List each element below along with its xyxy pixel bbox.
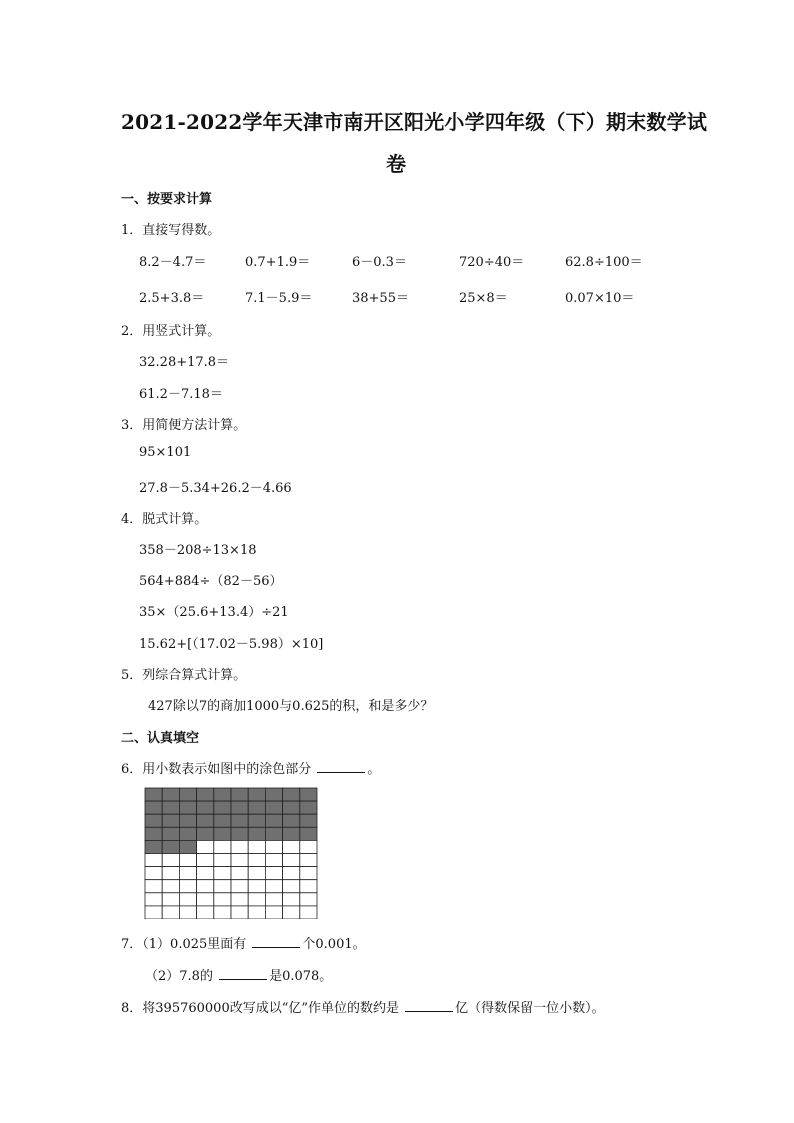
q1-item: 0.07×10＝ [565, 291, 635, 306]
grid-cell-shaded [300, 814, 317, 827]
q1-item: 8.2－4.7＝ [139, 255, 207, 270]
q2-item: 61.2－7.18＝ [139, 387, 223, 402]
question-6 [121, 758, 380, 777]
grid-cell [248, 893, 265, 906]
grid-cell [231, 880, 248, 893]
grid-cell [162, 880, 179, 893]
q7-part1-a: 7．（1）0.025里面有 [121, 937, 247, 952]
grid-cell [197, 880, 214, 893]
grid-cell [231, 840, 248, 853]
question-5-text: 427除以7的商加1000与0.625的积，和是多少？ [148, 699, 434, 714]
grid-cell [231, 893, 248, 906]
grid-cell [300, 854, 317, 867]
q4-item: 358－208÷13×18 [139, 543, 257, 558]
q1-item: 25×8＝ [459, 291, 508, 306]
grid-cell [283, 906, 300, 919]
grid-cell [162, 893, 179, 906]
grid-cell-shaded [248, 788, 265, 801]
grid-cell [265, 854, 282, 867]
grid-cell-shaded [179, 827, 196, 840]
q4-item: 564+884÷（82－56） [139, 574, 283, 589]
q7-part2-b: 是0.078。 [269, 969, 333, 984]
question-7-part1 [121, 933, 366, 952]
q1-item: 6－0.3＝ [352, 255, 407, 270]
grid-cell-shaded [214, 801, 231, 814]
grid-cell [179, 880, 196, 893]
grid-cell [283, 854, 300, 867]
question-8 [121, 997, 605, 1016]
grid-cell-shaded [231, 801, 248, 814]
grid-cell [265, 880, 282, 893]
grid-cell-shaded [231, 814, 248, 827]
question-4-stem: 4．脱式计算。 [121, 512, 208, 527]
grid-cell-shaded [248, 801, 265, 814]
page-title-line1: 2021-2022学年天津市南开区阳光小学四年级（下）期末数学试 [121, 110, 708, 134]
question-1-stem: 1．直接写得数。 [121, 223, 221, 238]
grid-cell-shaded [179, 801, 196, 814]
grid-cell [300, 880, 317, 893]
grid-cell [265, 840, 282, 853]
grid-cell [197, 906, 214, 919]
grid-cell [179, 906, 196, 919]
grid-cell [214, 840, 231, 853]
answer-blank[interactable] [405, 999, 453, 1012]
grid-cell [197, 893, 214, 906]
grid-cell [231, 867, 248, 880]
grid-cell-shaded [265, 788, 282, 801]
grid-cell [300, 893, 317, 906]
grid-cell-shaded [162, 840, 179, 853]
grid-cell [162, 854, 179, 867]
answer-blank[interactable] [317, 760, 365, 773]
grid-cell-shaded [265, 814, 282, 827]
grid-cell-shaded [300, 801, 317, 814]
question-6-end: 。 [367, 762, 381, 777]
q8-a: 8．将395760000改写成以“亿”作单位的数约是 [121, 1001, 400, 1016]
grid-cell-shaded [162, 788, 179, 801]
q1-item: 62.8÷100＝ [565, 255, 643, 270]
grid-cell-shaded [162, 814, 179, 827]
grid-cell [214, 893, 231, 906]
grid-cell [145, 867, 162, 880]
grid-cell [248, 854, 265, 867]
q3-item: 27.8－5.34+26.2－4.66 [139, 481, 292, 496]
grid-cell-shaded [197, 788, 214, 801]
grid-cell [214, 880, 231, 893]
q1-item: 0.7+1.9＝ [245, 255, 311, 270]
question-5-stem: 5．列综合算式计算。 [121, 668, 247, 683]
grid-cell [300, 906, 317, 919]
grid-cell [265, 893, 282, 906]
grid-cell [145, 880, 162, 893]
grid-cell-shaded [283, 788, 300, 801]
grid-cell-shaded [145, 814, 162, 827]
grid-cell-shaded [214, 788, 231, 801]
grid-cell-shaded [265, 801, 282, 814]
q1-item: 38+55＝ [352, 291, 409, 306]
grid-cell [248, 867, 265, 880]
grid-cell-shaded [145, 827, 162, 840]
grid-cell-shaded [197, 814, 214, 827]
grid-cell-shaded [145, 788, 162, 801]
grid-cell-shaded [300, 827, 317, 840]
page-title-line2: 卷 [386, 152, 407, 176]
q2-item: 32.28+17.8＝ [139, 355, 230, 370]
question-7-part2 [145, 965, 332, 984]
grid-cell [179, 854, 196, 867]
grid-cell [197, 854, 214, 867]
grid-cell [265, 867, 282, 880]
grid-cell [145, 906, 162, 919]
grid-cell-shaded [231, 788, 248, 801]
grid-cell [179, 893, 196, 906]
grid-cell [231, 906, 248, 919]
grid-cell-shaded [197, 801, 214, 814]
grid-cell-shaded [283, 801, 300, 814]
grid-cell [248, 840, 265, 853]
q1-item: 2.5+3.8＝ [139, 291, 205, 306]
grid-cell [214, 906, 231, 919]
grid-cell-shaded [179, 814, 196, 827]
grid-cell-shaded [179, 840, 196, 853]
grid-cell-shaded [300, 788, 317, 801]
question-3-stem: 3．用简便方法计算。 [121, 418, 247, 433]
grid-cell [214, 867, 231, 880]
grid-cell-shaded [214, 827, 231, 840]
grid-cell [283, 867, 300, 880]
section-heading-1: 一、按要求计算 [121, 192, 213, 207]
grid-cell-shaded [145, 840, 162, 853]
grid-cell [283, 880, 300, 893]
grid-cell [300, 840, 317, 853]
hundred-grid-figure [144, 787, 318, 919]
q1-item: 720÷40＝ [459, 255, 525, 270]
grid-cell-shaded [283, 827, 300, 840]
grid-cell [179, 867, 196, 880]
grid-cell [197, 840, 214, 853]
q7-part1-b: 个0.001。 [302, 937, 366, 952]
q4-item: 35×（25.6+13.4）÷21 [139, 605, 289, 620]
grid-cell [248, 880, 265, 893]
grid-cell-shaded [265, 827, 282, 840]
grid-cell-shaded [231, 827, 248, 840]
grid-cell [145, 854, 162, 867]
q4-item: 15.62+[（17.02－5.98）×10] [139, 637, 324, 652]
q1-item: 7.1－5.9＝ [245, 291, 313, 306]
grid-cell-shaded [162, 801, 179, 814]
grid-cell-shaded [197, 827, 214, 840]
question-6-stem: 6．用小数表示如图中的涂色部分 [121, 762, 312, 777]
q8-b: 亿（得数保留一位小数）。 [455, 1001, 605, 1016]
section-heading-2: 二、认真填空 [121, 731, 200, 746]
grid-cell [197, 867, 214, 880]
q7-part2-a: （2）7.8的 [145, 969, 213, 984]
grid-cell [265, 906, 282, 919]
answer-blank[interactable] [219, 967, 267, 980]
grid-cell [283, 893, 300, 906]
question-2-stem: 2．用竖式计算。 [121, 324, 221, 339]
grid-cell-shaded [248, 814, 265, 827]
grid-cell [162, 867, 179, 880]
grid-cell-shaded [283, 814, 300, 827]
grid-cell-shaded [145, 801, 162, 814]
answer-blank[interactable] [252, 935, 300, 948]
grid-cell [231, 854, 248, 867]
grid-cell [248, 906, 265, 919]
grid-cell [283, 840, 300, 853]
grid-cell [162, 906, 179, 919]
grid-cell-shaded [162, 827, 179, 840]
grid-cell [300, 867, 317, 880]
grid-cell-shaded [248, 827, 265, 840]
grid-cell [145, 893, 162, 906]
q3-item: 95×101 [139, 445, 192, 460]
grid-cell [214, 854, 231, 867]
grid-cell-shaded [179, 788, 196, 801]
grid-cell-shaded [214, 814, 231, 827]
